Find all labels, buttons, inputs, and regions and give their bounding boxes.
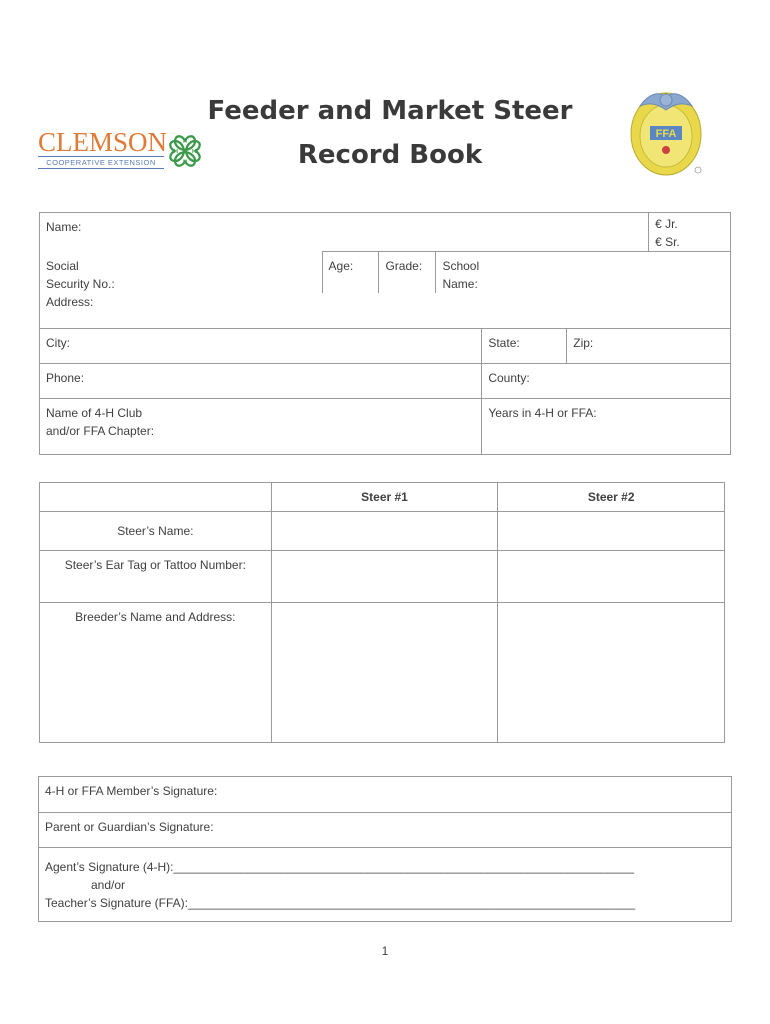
club-chapter-field[interactable] <box>40 398 482 454</box>
page-number: 1 <box>381 944 389 958</box>
name-field[interactable] <box>40 213 649 252</box>
svg-text:H: H <box>173 148 179 155</box>
phone-field[interactable] <box>40 363 482 398</box>
steer-2-ear-tag-input[interactable] <box>498 551 725 603</box>
address-label: Address: <box>46 295 94 309</box>
agent-teacher-signature-field[interactable] <box>39 848 732 922</box>
member-info-table <box>39 212 731 455</box>
club-label-line1: Name of 4-H Club <box>46 405 143 420</box>
sr-checkbox[interactable]: € Sr. <box>655 235 680 249</box>
ssn-label-line2: Security No.: <box>46 276 115 291</box>
school-label-line2: Name: <box>442 277 478 291</box>
club-label-line2: and/or FFA Chapter: <box>46 423 155 438</box>
svg-text:H: H <box>182 138 188 145</box>
steer-header-blank <box>40 483 272 512</box>
grade-field[interactable] <box>379 252 436 294</box>
signature-table <box>38 776 732 922</box>
grade-label: Grade: <box>385 259 423 273</box>
steer-name-label: Steer’s Name: <box>40 512 272 551</box>
state-field[interactable] <box>482 328 567 363</box>
years-field[interactable] <box>482 398 731 454</box>
steer-2-name-input[interactable] <box>498 512 725 551</box>
steer-1-ear-tag-input[interactable] <box>271 551 498 603</box>
agent-signature-line: Agent’s Signature (4-H):_____________________________________________________________________ <box>45 860 635 874</box>
zip-label: Zip: <box>573 335 594 350</box>
page-subtitle: Record Book <box>297 140 483 170</box>
page-title: Feeder and Market Steer <box>207 96 573 126</box>
steer-1-breeder-input[interactable] <box>271 603 498 743</box>
city-field[interactable] <box>40 328 482 363</box>
age-label: Age: <box>328 259 354 273</box>
jr-checkbox[interactable]: € Jr. <box>655 217 678 231</box>
parent-signature-field[interactable] <box>39 813 732 848</box>
steer-1-header: Steer #1 <box>271 483 498 512</box>
steer-2-breeder-input[interactable] <box>498 603 725 743</box>
address-field[interactable] <box>40 293 731 328</box>
state-label: State: <box>488 335 520 350</box>
name-label: Name: <box>46 220 82 234</box>
steer-2-header: Steer #2 <box>498 483 725 512</box>
svg-text:H: H <box>191 148 197 155</box>
member-signature-label: 4-H or FFA Member’s Signature: <box>45 784 218 798</box>
steer-1-name-input[interactable] <box>271 512 498 551</box>
school-label-line1: School <box>442 259 480 273</box>
city-label: City: <box>46 335 70 350</box>
zip-field[interactable] <box>567 328 731 363</box>
clemson-wordmark: CLEMSON <box>38 127 168 157</box>
county-field[interactable] <box>482 363 731 398</box>
breeder-label: Breeder’s Name and Address: <box>40 603 272 743</box>
steer-table <box>39 482 725 743</box>
svg-text:H: H <box>182 159 188 166</box>
ffa-emblem-icon <box>626 80 708 180</box>
ssn-label-line1: Social <box>46 258 79 273</box>
svg-text:FFA: FFA <box>655 128 677 140</box>
clemson-subtitle: COOPERATIVE EXTENSION <box>38 156 164 169</box>
and-or-text: and/or <box>91 878 126 892</box>
parent-signature-label: Parent or Guardian’s Signature: <box>45 820 214 834</box>
age-field[interactable] <box>322 252 379 294</box>
division-checkboxes <box>649 213 731 252</box>
ssn-field[interactable] <box>40 252 323 294</box>
school-name-field[interactable] <box>436 252 731 294</box>
phone-label: Phone: <box>46 370 85 385</box>
teacher-signature-line: Teacher’s Signature (FFA):___________________________________________________________________ <box>45 896 636 910</box>
member-signature-field[interactable] <box>39 777 732 813</box>
years-label: Years in 4-H or FFA: <box>488 405 597 420</box>
ear-tag-label: Steer’s Ear Tag or Tattoo Number: <box>40 551 272 603</box>
county-label: County: <box>488 370 530 385</box>
